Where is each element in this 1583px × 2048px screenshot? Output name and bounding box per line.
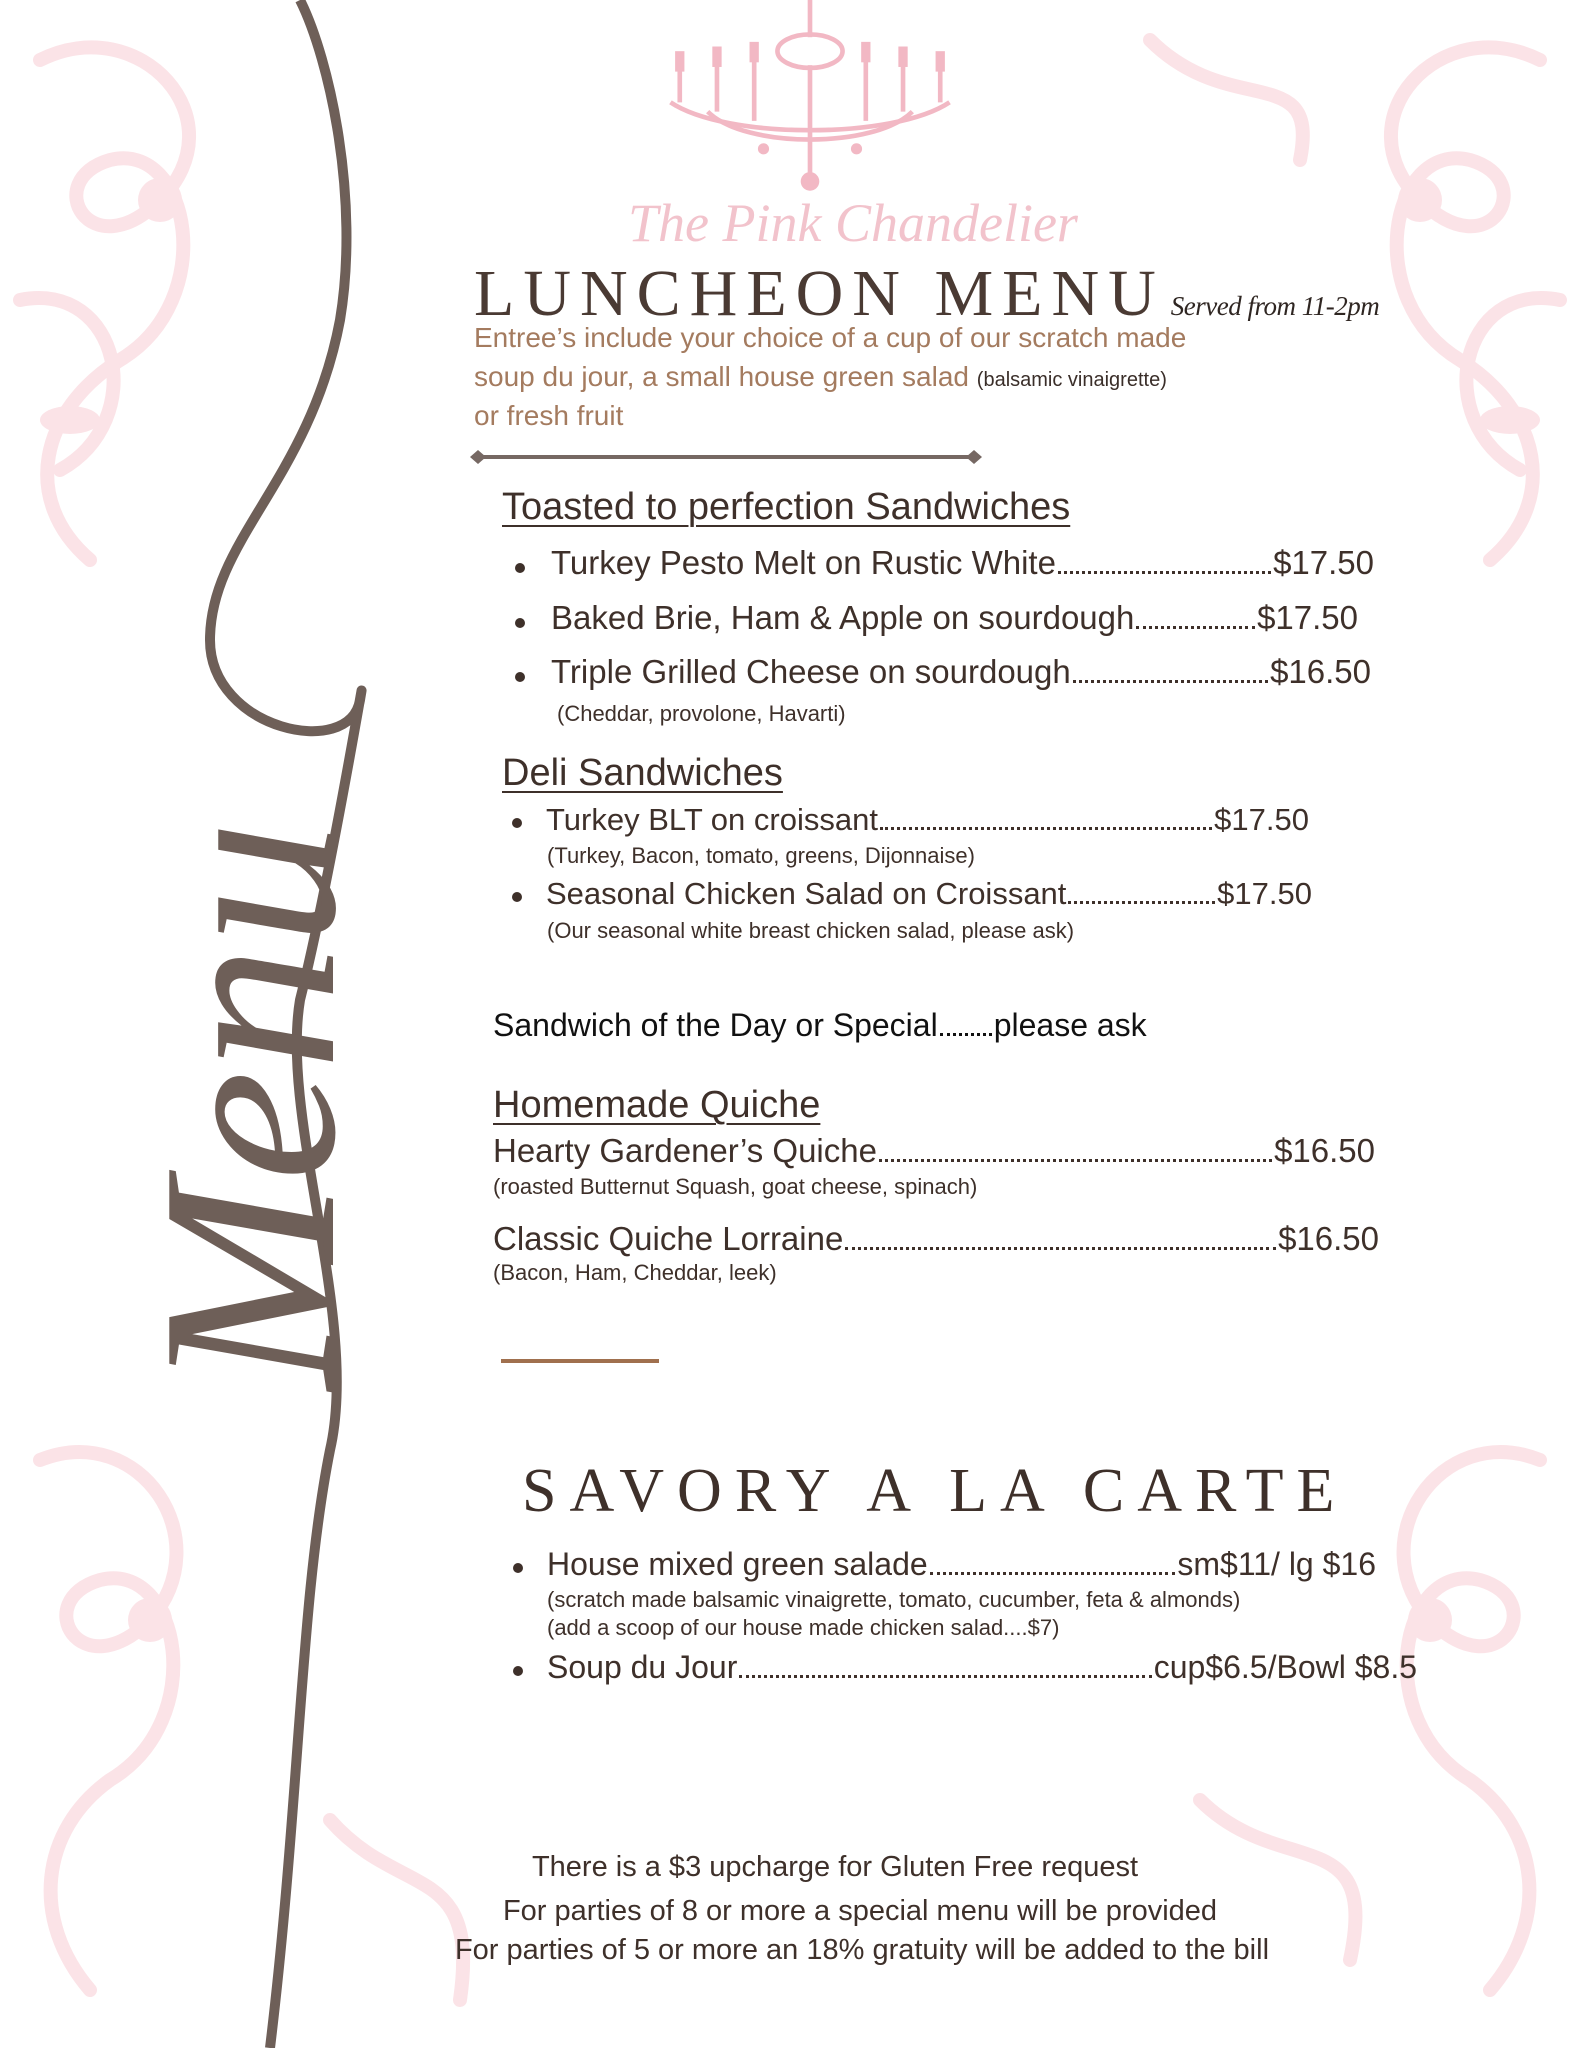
bullet-icon — [512, 892, 522, 902]
dot-leader — [739, 1675, 1151, 1678]
dot-leader — [879, 1159, 1272, 1162]
bullet-icon — [512, 818, 522, 828]
bullet-icon — [515, 618, 525, 628]
section-heading-quiche: Homemade Quiche — [493, 1084, 821, 1126]
footer-gluten-free: There is a $3 upcharge for Gluten Free request — [531, 1851, 1139, 1883]
dot-leader — [880, 827, 1212, 830]
menu-item — [551, 544, 1374, 582]
intro-note: (balsamic vinaigrette) — [976, 369, 1167, 391]
page-title: LUNCHEON MENU — [474, 257, 1165, 330]
special-item — [493, 1007, 1226, 1044]
dot-leader — [1058, 571, 1271, 574]
item-note: (add a scoop of our house made chicken salad....$7) — [547, 1615, 1060, 1640]
item-note: (Bacon, Ham, Cheddar, leek) — [493, 1260, 777, 1285]
item-price: $17.50 — [1214, 802, 1309, 837]
dot-leader — [845, 1247, 1276, 1250]
section-heading-deli: Deli Sandwiches — [502, 752, 783, 794]
item-price: $16.50 — [1270, 653, 1371, 690]
item-price: $17.50 — [1257, 599, 1358, 636]
item-price: $17.50 — [1217, 876, 1312, 911]
section-divider — [501, 1359, 659, 1363]
section-heading-savory: SAVORY A LA CARTE — [522, 1457, 1348, 1525]
item-name: Hearty Gardener’s Quiche — [493, 1132, 877, 1169]
bullet-icon — [513, 1666, 523, 1676]
item-name: Baked Brie, Ham & Apple on sourdough — [551, 599, 1135, 636]
intro-line: or fresh fruit — [474, 400, 624, 431]
menu-item — [546, 876, 1312, 912]
menu-item — [547, 1649, 1417, 1686]
footer-gratuity: For parties of 5 or more an 18% gratuity will be added to the bill — [454, 1934, 1270, 1966]
item-name: Turkey BLT on croissant — [546, 802, 878, 837]
menu-item — [493, 1132, 1375, 1170]
item-note: (Cheddar, provolone, Havarti) — [557, 701, 846, 726]
item-name: Seasonal Chicken Salad on Croissant — [546, 876, 1067, 911]
item-note: (Turkey, Bacon, tomato, greens, Dijonnaise) — [547, 843, 975, 868]
menu-script-title: Menu — [111, 820, 388, 1390]
intro-line: Entree’s include your choice of a cup of our scratch made — [474, 322, 1187, 353]
item-price: sm$11/ lg $16 — [1177, 1546, 1376, 1582]
item-price: please ask — [993, 1007, 1147, 1043]
intro-line — [474, 361, 1167, 393]
item-note: (roasted Butternut Squash, goat cheese, spinach) — [493, 1174, 978, 1199]
section-heading-toasted: Toasted to perfection Sandwiches — [502, 486, 1071, 528]
item-price: $16.50 — [1274, 1132, 1375, 1169]
item-name: Turkey Pesto Melt on Rustic White — [551, 544, 1056, 581]
dot-leader — [1073, 680, 1268, 683]
menu-item — [546, 802, 1309, 838]
dot-leader — [1068, 901, 1215, 904]
item-price: $16.50 — [1278, 1220, 1379, 1257]
item-name: Triple Grilled Cheese on sourdough — [551, 653, 1071, 690]
logo-wordmark: The Pink Chandelier — [628, 193, 1078, 253]
dot-leader — [940, 1033, 992, 1036]
item-name: Soup du Jour — [547, 1649, 738, 1685]
bullet-icon — [515, 672, 525, 682]
item-name: Sandwich of the Day or Special — [493, 1007, 938, 1043]
menu-item — [547, 1546, 1376, 1583]
item-note: (scratch made balsamic vinaigrette, tomato, cucumber, feta & almonds) — [547, 1587, 1241, 1612]
header-divider — [470, 448, 982, 466]
item-name: Classic Quiche Lorraine — [493, 1220, 844, 1257]
item-price: $17.50 — [1273, 544, 1374, 581]
bullet-icon — [515, 563, 525, 573]
dot-leader — [1136, 626, 1255, 629]
menu-item — [493, 1220, 1379, 1258]
footer-large-parties: For parties of 8 or more a special menu will be provided — [502, 1895, 1218, 1927]
menu-item — [551, 653, 1371, 691]
served-hours: Served from 11-2pm — [1170, 291, 1380, 321]
item-price: cup$6.5/Bowl $8.5 — [1153, 1649, 1417, 1685]
item-note: (Our seasonal white breast chicken salad, please ask) — [547, 918, 1075, 943]
menu-item — [551, 599, 1358, 637]
item-name: House mixed green salade — [547, 1546, 928, 1582]
dot-leader — [930, 1572, 1176, 1575]
title-row — [474, 258, 1379, 331]
bullet-icon — [513, 1563, 523, 1573]
intro-text: soup du jour, a small house green salad — [474, 361, 969, 392]
